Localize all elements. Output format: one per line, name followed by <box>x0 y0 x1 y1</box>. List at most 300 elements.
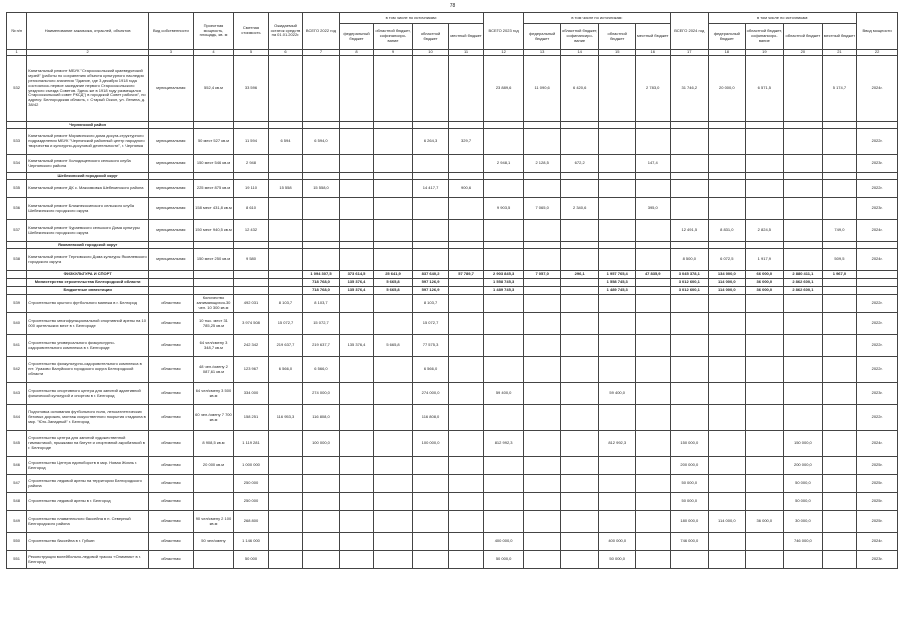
cell-f23 <box>524 287 561 295</box>
cell-no: 532 <box>7 56 27 122</box>
empty-cell <box>339 173 373 180</box>
cell-l23 <box>635 511 670 533</box>
empty-cell <box>149 242 194 249</box>
table-row <box>7 198 898 220</box>
cell-name: Реконструкция волейбольно-ледовой трассы «Олимпик» в г. Белгород <box>27 551 149 569</box>
cell-l24: 5 174,7 <box>822 56 857 122</box>
cell-f23 <box>524 313 561 335</box>
cell-f22 <box>339 295 373 313</box>
cell-r23 <box>599 335 636 357</box>
cell-rc23 <box>560 383 599 405</box>
cell-rc24 <box>745 551 784 569</box>
cell-l23 <box>635 457 670 475</box>
cell-own: областная <box>149 511 194 533</box>
cell-term: 2025г. <box>857 457 898 475</box>
cell-f22 <box>339 313 373 335</box>
empty-cell <box>670 242 709 249</box>
cell-f24: 114 000,0 <box>709 511 746 533</box>
cell-t22 <box>303 249 340 271</box>
cell-l24: 509,5 <box>822 249 857 271</box>
empty-cell <box>268 122 302 129</box>
cell-name: Строительство спортивного центра для занятий адаптивной физической культурой и спортом в г. Белгород <box>27 383 149 405</box>
cell-rc22 <box>374 533 413 551</box>
cell-f24 <box>709 335 746 357</box>
cell-l22 <box>449 431 484 457</box>
cell-rc24: 6 571,5 <box>745 56 784 122</box>
section-title: Чернянский район <box>27 122 149 129</box>
empty-cell <box>412 173 449 180</box>
cell-rc23: 2 340,6 <box>560 198 599 220</box>
header-total-2023: ВСЕГО 2023 год <box>483 13 524 50</box>
empty-cell <box>857 122 898 129</box>
cell-rem <box>268 198 302 220</box>
cell-r24 <box>784 198 823 220</box>
cell-t22 <box>303 457 340 475</box>
empty-cell <box>784 242 823 249</box>
cell-f24 <box>709 357 746 383</box>
cell-t22 <box>303 220 340 242</box>
cell-rc24 <box>745 533 784 551</box>
cell-rc23 <box>560 287 599 295</box>
cell-l22 <box>449 475 484 493</box>
cell-t23: 1 489 745,3 <box>483 287 524 295</box>
cell-f23 <box>524 383 561 405</box>
cell-f24 <box>709 180 746 198</box>
cell-f24: 134 000,0 <box>709 271 746 279</box>
cell-rem <box>268 551 302 569</box>
cell-name: Строительство бассейна в г. Губкин <box>27 533 149 551</box>
cell-r23 <box>599 56 636 122</box>
cell-f23 <box>524 220 561 242</box>
cell-f24: 114 000,0 <box>709 279 746 287</box>
cell-own: областная <box>149 533 194 551</box>
cell-f24: 114 000,0 <box>709 287 746 295</box>
cell-rc23 <box>560 129 599 155</box>
cell-l23: 395,0 <box>635 198 670 220</box>
cell-f24: 6 072,5 <box>709 249 746 271</box>
cell-l22 <box>449 357 484 383</box>
cell-r23: 812 992,3 <box>599 431 636 457</box>
empty-cell <box>745 173 784 180</box>
cell-no: 550 <box>7 533 27 551</box>
cell-f23 <box>524 335 561 357</box>
header-sources-2022: в том числе по источникам: <box>339 13 483 24</box>
cell-r24 <box>784 405 823 431</box>
cell-r22 <box>412 475 449 493</box>
header-regional: областной бюджет <box>412 24 449 50</box>
section-title: Шебекинский городской округ <box>27 173 149 180</box>
empty-cell <box>524 242 561 249</box>
empty-cell <box>599 242 636 249</box>
cell-est: 250 000 <box>234 493 268 511</box>
cell-no: 539 <box>7 295 27 313</box>
column-number: 21 <box>822 50 857 56</box>
empty-cell <box>857 173 898 180</box>
cell-l22 <box>449 198 484 220</box>
cell-r22: 6 566,0 <box>412 357 449 383</box>
header-local: местный бюджет <box>449 24 484 50</box>
cell-rem <box>268 431 302 457</box>
column-number: 17 <box>670 50 709 56</box>
cell-name: Капитальный ремонт Терновского Дома культуры Яковлевского городского округа <box>27 249 149 271</box>
table-row <box>7 129 898 155</box>
cell-term: 2023г. <box>857 155 898 173</box>
cell-r22 <box>412 56 449 122</box>
cell-l24 <box>822 475 857 493</box>
cell-t23 <box>483 357 524 383</box>
empty-cell <box>670 173 709 180</box>
table-row <box>7 335 898 357</box>
table-row <box>7 271 898 279</box>
cell-t24: 150 000,0 <box>670 431 709 457</box>
empty-cell <box>268 173 302 180</box>
cell-cap <box>193 271 234 279</box>
cell-f24 <box>709 155 746 173</box>
header-local: местный бюджет <box>822 24 857 50</box>
cell-cap: 20 000 кв.м <box>193 457 234 475</box>
cell-l22 <box>449 551 484 569</box>
cell-rc22 <box>374 249 413 271</box>
cell-name: Капитальный ремонт Морквинского дома досуга-структурного подразделения МБУК "Чернянский районный центр народного творчества и культурно-досуговой деятельности", г. Чернянка <box>27 129 149 155</box>
table-row <box>7 279 898 287</box>
empty-cell <box>560 173 599 180</box>
cell-t24: 3 012 600,1 <box>670 287 709 295</box>
cell-l24 <box>822 129 857 155</box>
cell-f24 <box>709 533 746 551</box>
empty-cell <box>193 173 234 180</box>
cell-r23 <box>599 493 636 511</box>
cell-r23: 50 000,0 <box>599 551 636 569</box>
cell-rem <box>268 279 302 287</box>
table-row <box>7 287 898 295</box>
empty-cell <box>234 122 268 129</box>
cell-rc22 <box>374 383 413 405</box>
cell-no: 538 <box>7 249 27 271</box>
cell-own <box>149 287 194 295</box>
section-no-cell <box>7 242 27 249</box>
empty-cell <box>412 242 449 249</box>
cell-f22 <box>339 129 373 155</box>
table-row <box>7 431 898 457</box>
cell-f24 <box>709 295 746 313</box>
cell-t24: 3 012 600,1 <box>670 279 709 287</box>
cell-r22 <box>412 551 449 569</box>
cell-rc23: 6 420,6 <box>560 56 599 122</box>
cell-name: Строительство ледовой арены на территории Белгородского района <box>27 475 149 493</box>
cell-f22 <box>339 56 373 122</box>
cell-cap <box>193 493 234 511</box>
cell-est: 2 948 <box>234 155 268 173</box>
cell-r23 <box>599 155 636 173</box>
cell-r24: 50 000,0 <box>784 493 823 511</box>
cell-r24: 200 000,0 <box>784 457 823 475</box>
table-row <box>7 155 898 173</box>
cell-no: 536 <box>7 198 27 220</box>
empty-cell <box>670 122 709 129</box>
cell-rc22 <box>374 198 413 220</box>
cell-t24: 3 045 378,1 <box>670 271 709 279</box>
cell-term: 2024г. <box>857 249 898 271</box>
cell-f23 <box>524 357 561 383</box>
empty-cell <box>234 173 268 180</box>
cell-own: муниципальная <box>149 198 194 220</box>
table-row <box>7 475 898 493</box>
cell-rc22 <box>374 457 413 475</box>
empty-cell <box>524 173 561 180</box>
cell-cap: 158 мест 431,8 кв.м <box>193 198 234 220</box>
cell-r22: 6 264,3 <box>412 129 449 155</box>
cell-l24 <box>822 180 857 198</box>
cell-rem <box>268 457 302 475</box>
cell-t24 <box>670 357 709 383</box>
cell-f22 <box>339 405 373 431</box>
cell-term: 2022г. <box>857 357 898 383</box>
cell-name: Строительство ледовой арены в г. Белгород <box>27 493 149 511</box>
cell-t22 <box>303 198 340 220</box>
header-regional-cofin: областной бюджет, софинансиро-вание <box>374 24 413 50</box>
cell-l24 <box>822 533 857 551</box>
cell-r24 <box>784 295 823 313</box>
cell-t22: 6 594,0 <box>303 129 340 155</box>
cell-f22 <box>339 431 373 457</box>
cell-est: 1 146 000 <box>234 533 268 551</box>
header-remaining: Ожидаемый остаток средств на 01.01.2022г. <box>268 13 302 50</box>
cell-rc24 <box>745 383 784 405</box>
cell-rc22 <box>374 405 413 431</box>
cell-t22: 15 558,0 <box>303 180 340 198</box>
cell-rc23: 296,1 <box>560 271 599 279</box>
cell-f23 <box>524 431 561 457</box>
cell-r22: 837 640,2 <box>412 271 449 279</box>
cell-f23: 2 128,5 <box>524 155 561 173</box>
section-row <box>7 173 898 180</box>
cell-l23 <box>635 405 670 431</box>
cell-t23 <box>483 249 524 271</box>
cell-name: Подготовка основания футбольного поля, легкоатлетических беговых дорожек, монтаж искусственного покрытия стадиона в мкр. "Юго-Западный" г. Белгород <box>27 405 149 431</box>
cell-rem <box>268 56 302 122</box>
cell-f22 <box>339 533 373 551</box>
cell-l24 <box>822 295 857 313</box>
cell-r23 <box>599 511 636 533</box>
cell-l22 <box>449 155 484 173</box>
cell-name: Строительство многофункциональной спортивной арены на 10 000 зрительских мест в г. Белгороде <box>27 313 149 335</box>
cell-rc24 <box>745 295 784 313</box>
cell-est: 250 000 <box>234 475 268 493</box>
table-row <box>7 295 898 313</box>
header-federal: федеральный бюджет <box>524 24 561 50</box>
cell-est: 8 610 <box>234 198 268 220</box>
cell-rc24: 36 000,0 <box>745 511 784 533</box>
table-row <box>7 533 898 551</box>
cell-t22: 6 566,0 <box>303 357 340 383</box>
cell-l23 <box>635 533 670 551</box>
cell-rc22 <box>374 511 413 533</box>
cell-f22 <box>339 383 373 405</box>
empty-cell <box>822 122 857 129</box>
cell-l23 <box>635 129 670 155</box>
cell-rc24 <box>745 493 784 511</box>
cell-t24 <box>670 129 709 155</box>
cell-rc22 <box>374 357 413 383</box>
cell-l24 <box>822 155 857 173</box>
cell-rc24 <box>745 335 784 357</box>
cell-l23 <box>635 383 670 405</box>
cell-rc22: 25 641,9 <box>374 271 413 279</box>
empty-cell <box>149 122 194 129</box>
cell-term: 2022г. <box>857 313 898 335</box>
cell-own <box>149 279 194 287</box>
cell-own: областная <box>149 405 194 431</box>
cell-r22 <box>412 493 449 511</box>
cell-est: 123 967 <box>234 357 268 383</box>
cell-t23 <box>483 129 524 155</box>
cell-l22 <box>449 511 484 533</box>
cell-r24 <box>784 129 823 155</box>
cell-rc23 <box>560 313 599 335</box>
cell-r22: 597 126,9 <box>412 279 449 287</box>
cell-t22 <box>303 56 340 122</box>
cell-name: Капитальный ремонт Холодищенского сельского клуба Чернянского района <box>27 155 149 173</box>
cell-no: 535 <box>7 180 27 198</box>
cell-f22 <box>339 457 373 475</box>
cell-term: 2024г. <box>857 220 898 242</box>
cell-t23: 23 889,6 <box>483 56 524 122</box>
cell-r24 <box>784 335 823 357</box>
cell-own: муниципальная <box>149 155 194 173</box>
cell-cap: 60 чел./смену 7 700 кв.м <box>193 405 234 431</box>
cell-rc23 <box>560 180 599 198</box>
cell-term: 2024г. <box>857 431 898 457</box>
cell-f23: 7 065,0 <box>524 198 561 220</box>
cell-r24: 746 000,0 <box>784 533 823 551</box>
cell-r23: 1 957 765,4 <box>599 271 636 279</box>
cell-r23 <box>599 457 636 475</box>
section-row <box>7 242 898 249</box>
cell-term: 2024г. <box>857 56 898 122</box>
header-total-2024: ВСЕГО 2024 год <box>670 13 709 50</box>
cell-f23: 7 057,0 <box>524 271 561 279</box>
cell-name: Капитальный ремонт Ближнекосинского сельского клуба Шебекинского городского округа <box>27 198 149 220</box>
cell-r23: 1 489 745,3 <box>599 287 636 295</box>
header-federal: федеральный бюджет <box>709 24 746 50</box>
cell-name: Строительство универсального физкультурно-оздоровительного комплекса в г. Белгороде <box>27 335 149 357</box>
cell-f22: 135 376,4 <box>339 279 373 287</box>
cell-t22: 274 000,0 <box>303 383 340 405</box>
budget-table <box>6 12 898 569</box>
empty-cell <box>784 173 823 180</box>
cell-est: 3 974 508 <box>234 313 268 335</box>
cell-name: Строительство крытого футбольного манежа в г. Белгород <box>27 295 149 313</box>
cell-rc24 <box>745 155 784 173</box>
cell-rem <box>268 475 302 493</box>
cell-own: областная <box>149 295 194 313</box>
column-number: 6 <box>268 50 302 56</box>
cell-rem: 116 953,3 <box>268 405 302 431</box>
empty-cell <box>339 242 373 249</box>
cell-rc24: 1 917,9 <box>745 249 784 271</box>
cell-own: областная <box>149 551 194 569</box>
empty-cell <box>234 242 268 249</box>
cell-t24: 31 746,2 <box>670 56 709 122</box>
section-no-cell <box>7 122 27 129</box>
table-body <box>7 56 898 569</box>
cell-est: 12 432 <box>234 220 268 242</box>
cell-no: 537 <box>7 220 27 242</box>
cell-r22: 100 000,0 <box>412 431 449 457</box>
cell-t24: 50 000,0 <box>670 475 709 493</box>
cell-cap: 552,4 кв.м <box>193 56 234 122</box>
cell-r24 <box>784 383 823 405</box>
cell-rem <box>268 220 302 242</box>
cell-r23 <box>599 295 636 313</box>
cell-est: 19 110 <box>234 180 268 198</box>
empty-cell <box>599 173 636 180</box>
cell-cap: 48 чел./смену 2 087,61 кв.м <box>193 357 234 383</box>
cell-cap: 150 мест 546 кв.м <box>193 155 234 173</box>
empty-cell <box>745 242 784 249</box>
cell-f24 <box>709 475 746 493</box>
cell-rem <box>268 271 302 279</box>
cell-l23 <box>635 313 670 335</box>
cell-f22: 135 376,4 <box>339 335 373 357</box>
column-number: 19 <box>745 50 784 56</box>
empty-cell <box>599 122 636 129</box>
cell-rc24 <box>745 313 784 335</box>
header-regional-cofin: областной бюджет, софинансиро-вание <box>560 24 599 50</box>
cell-cap: 150 мест 940,5 кв.м <box>193 220 234 242</box>
cell-own: областная <box>149 475 194 493</box>
cell-rc24 <box>745 357 784 383</box>
empty-cell <box>339 122 373 129</box>
cell-est: 11 594 <box>234 129 268 155</box>
cell-r22 <box>412 155 449 173</box>
cell-term: 2023г. <box>857 198 898 220</box>
cell-rc24: 66 000,0 <box>745 271 784 279</box>
cell-term: 2023г. <box>857 551 898 569</box>
cell-rc22 <box>374 431 413 457</box>
cell-cap: 50 мест 527 кв.м <box>193 129 234 155</box>
cell-t22 <box>303 493 340 511</box>
cell-r23 <box>599 180 636 198</box>
cell-name: Строительство физкультурно-оздоровительного комплекса в пгт. Уразово Валуйского городского округа Белгородской области <box>27 357 149 383</box>
cell-cap: 64 чел/смену 3 500 кв.м <box>193 383 234 405</box>
table-row <box>7 383 898 405</box>
cell-no: 546 <box>7 457 27 475</box>
header-regional-cofin: областной бюджет, софинансиро-вание <box>745 24 784 50</box>
cell-f24 <box>709 129 746 155</box>
cell-rc23: 672,2 <box>560 155 599 173</box>
empty-cell <box>412 122 449 129</box>
cell-t24 <box>670 295 709 313</box>
cell-term: 2024г. <box>857 533 898 551</box>
cell-est: 1 000 000 <box>234 457 268 475</box>
empty-cell <box>449 242 484 249</box>
page-number: 78 <box>449 3 456 9</box>
empty-cell <box>193 242 234 249</box>
empty-cell <box>560 122 599 129</box>
cell-rc22 <box>374 313 413 335</box>
cell-cap: 10 тыс. мест 31 785,25 кв.м <box>193 313 234 335</box>
header-estimate: Сметная стоимость <box>234 13 268 50</box>
cell-l23 <box>635 180 670 198</box>
cell-cap: Количество занимающихся-30 чел. 10 300 кв.м <box>193 295 234 313</box>
cell-rc24 <box>745 198 784 220</box>
cell-own: муниципальная <box>149 220 194 242</box>
cell-l23 <box>635 357 670 383</box>
cell-est: 492 031 <box>234 295 268 313</box>
cell-l24 <box>822 335 857 357</box>
cell-term <box>857 271 898 279</box>
